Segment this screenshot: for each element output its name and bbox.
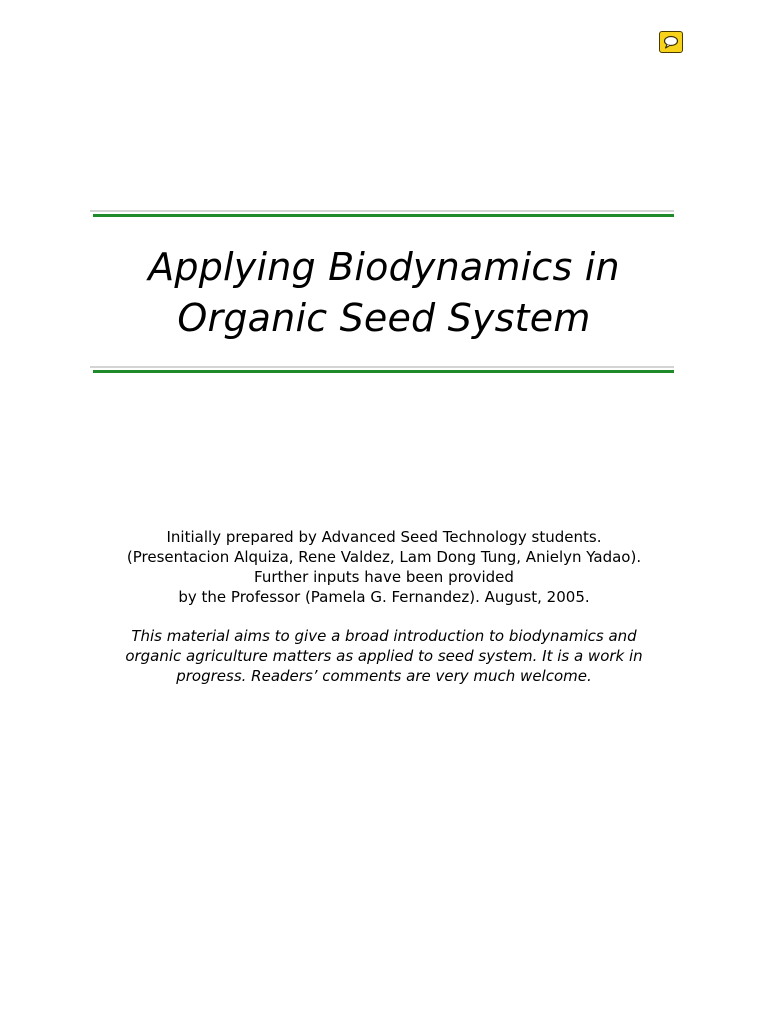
rule-thin-line: [90, 210, 674, 212]
title-top-rule: [90, 210, 674, 217]
credits-line: Further inputs have been provided: [254, 568, 514, 586]
rule-green-line: [93, 214, 674, 217]
credits-line: Initially prepared by Advanced Seed Technology students.: [166, 528, 602, 546]
title-line-2: Organic Seed System: [177, 296, 591, 340]
document-title: [60, 242, 708, 344]
credits-line: by the Professor (Pamela G. Fernandez). August, 2005.: [178, 588, 590, 606]
title-bottom-rule: [90, 366, 674, 373]
note-line: organic agriculture matters as applied to seed system. It is a work in: [125, 647, 643, 665]
note-line: This material aims to give a broad introduction to biodynamics and: [131, 627, 637, 645]
credits-line: (Presentacion Alquiza, Rene Valdez, Lam Dong Tung, Anielyn Yadao).: [126, 548, 642, 566]
speech-bubble-icon: [663, 35, 679, 49]
rule-green-line: [93, 370, 674, 373]
note-line: progress. Readers’ comments are very much welcome.: [176, 667, 592, 685]
comment-icon[interactable]: [659, 31, 683, 53]
title-line-1: Applying Biodynamics in: [148, 245, 620, 289]
credits-block: [60, 527, 708, 607]
rule-thin-line: [90, 366, 674, 368]
introduction-note: [80, 626, 688, 686]
